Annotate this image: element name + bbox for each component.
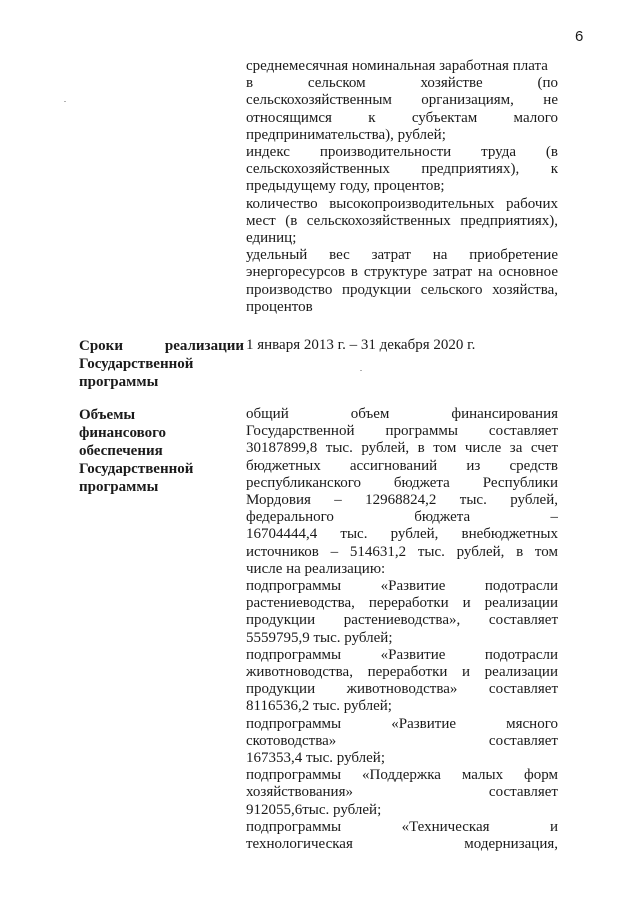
funding-line: числе на реализацию: — [246, 560, 386, 577]
funding-line: 912055,6тыс. рублей; — [246, 801, 382, 818]
terms-label-line: Государственной — [79, 356, 194, 372]
funding-line: продукции животноводства» составляет — [246, 681, 558, 698]
indicator-line: производство продукции сельского хозяйства, — [246, 281, 558, 298]
funding-line: 5559795,9 тыс. рублей; — [246, 629, 393, 646]
funding-text — [246, 406, 558, 853]
funding-line: подпрограммы «Развитие подотрасли — [246, 646, 558, 663]
funding-line: общий объем финансирования — [246, 406, 558, 422]
funding-line: бюджетных ассигнований из средств — [246, 457, 558, 474]
indicator-line: сельскохозяйственным организациям, не — [246, 92, 558, 109]
funding-line: 8116536,2 тыс. рублей; — [246, 698, 392, 715]
funding-line: продукции растениеводства», составляет — [246, 612, 558, 629]
page-number: 6 — [575, 28, 584, 45]
indicator-line: индекс производительности труда (в — [246, 144, 558, 161]
indicator-line: количество высокопроизводительных рабочих — [246, 195, 558, 212]
funding-line: подпрограммы «Техническая и — [246, 818, 558, 835]
funding-line: животноводства, переработки и реализации — [246, 664, 558, 681]
funding-line: 16704444,4 тыс. рублей, внебюджетных — [246, 526, 558, 543]
terms-label-line: программы — [79, 374, 159, 390]
funding-line: 30187899,8 тыс. рублей, в том числе за счет — [246, 440, 558, 457]
indicator-line: процентов — [246, 298, 313, 315]
terms-value — [246, 337, 558, 354]
scan-speck — [360, 370, 362, 371]
funding-label-line: Объемы — [79, 407, 136, 423]
funding-line: федерального бюджета – — [246, 509, 558, 526]
indicator-line: удельный вес затрат на приобретение — [246, 247, 558, 264]
indicator-line: единиц; — [246, 230, 297, 247]
terms-value-text: 1 января 2013 г. – 31 декабря 2020 г. — [246, 337, 476, 353]
terms-label-line: Сроки реализации — [79, 338, 244, 354]
funding-line: Мордовия – 12968824,2 тыс. рублей, — [246, 492, 558, 509]
terms-label — [79, 337, 244, 391]
funding-line: технологическая модернизация, — [246, 836, 558, 853]
funding-line: подпрограммы «Поддержка малых форм — [246, 767, 558, 784]
funding-label-line: Государственной — [79, 461, 194, 477]
funding-line: подпрограммы «Развитие подотрасли — [246, 578, 558, 595]
indicator-line: предпринимательства), рублей; — [246, 126, 446, 143]
funding-line: источников – 514631,2 тыс. рублей, в том — [246, 543, 558, 560]
indicators-text — [246, 58, 558, 316]
indicator-line: предыдущему году, процентов; — [246, 178, 445, 195]
funding-line: хозяйствования» составляет — [246, 784, 558, 801]
funding-line: 167353,4 тыс. рублей; — [246, 750, 385, 767]
funding-line: подпрограммы «Развитие мясного — [246, 715, 558, 732]
indicator-line: среднемесячная номинальная заработная плата — [246, 58, 548, 74]
funding-line: растениеводства, переработки и реализации — [246, 595, 558, 612]
funding-line: республиканского бюджета Республики — [246, 474, 558, 491]
funding-label — [79, 406, 244, 496]
funding-label-line: финансового — [79, 425, 167, 441]
indicator-line: энергоресурсов в структуре затрат на основное — [246, 264, 558, 281]
indicator-line: сельскохозяйственных предприятиях), к — [246, 161, 558, 178]
indicator-line: в сельском хозяйстве (по — [246, 75, 558, 92]
funding-line: Государственной программы составляет — [246, 423, 558, 440]
indicator-line: относящимся к субъектам малого — [246, 109, 558, 126]
funding-label-line: обеспечения — [79, 443, 163, 459]
funding-label-line: программы — [79, 479, 159, 495]
scan-speck — [64, 101, 66, 102]
indicator-line: мест (в сельскохозяйственных предприятиях), — [246, 212, 558, 229]
funding-line: скотоводства» составляет — [246, 732, 558, 749]
